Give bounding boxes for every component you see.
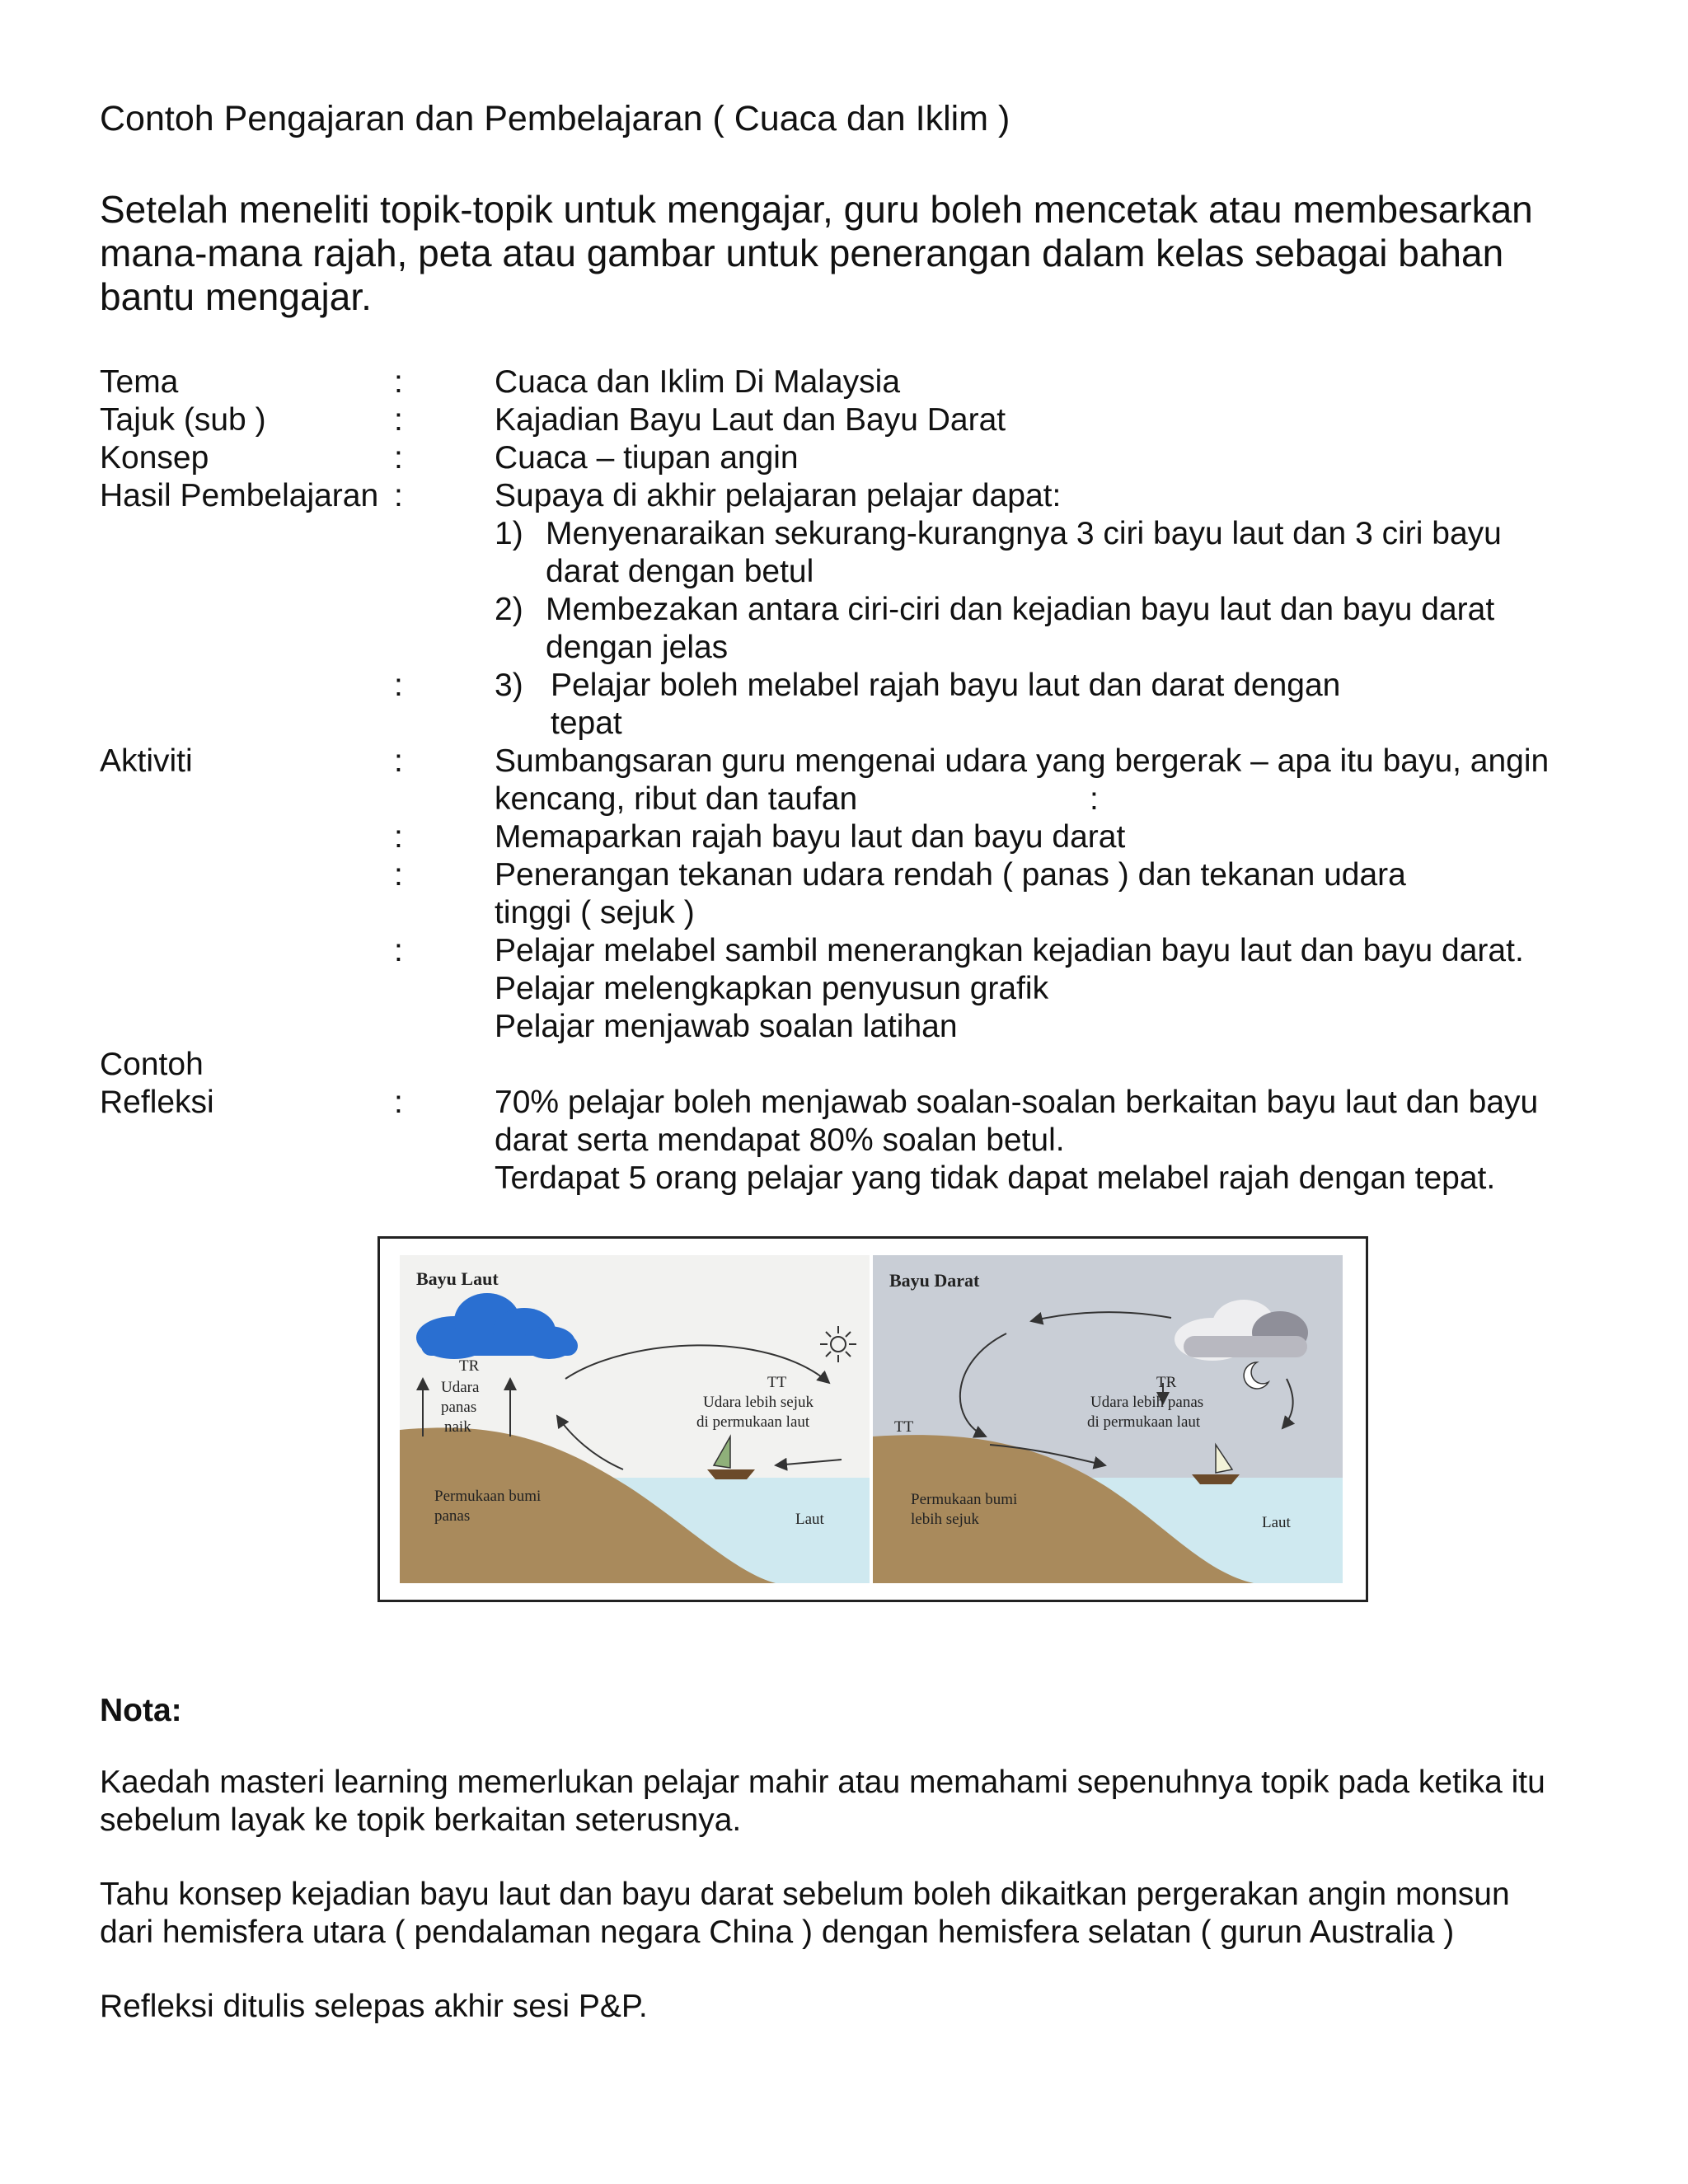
land-label: lebih sejuk — [911, 1511, 979, 1528]
refleksi-label: Refleksi — [100, 1085, 214, 1120]
list-number: 1) — [495, 516, 523, 551]
bayu-laut-title: Bayu Laut — [416, 1268, 499, 1289]
tema-value: Cuaca dan Iklim Di Malaysia — [495, 364, 901, 400]
aktiviti-6: Pelajar menjawab soalan latihan — [495, 1009, 958, 1044]
sea-air-label: Udara lebih panas — [1090, 1394, 1204, 1411]
rising-air-label: Udara — [441, 1379, 480, 1396]
colon: : — [394, 478, 403, 513]
land-label: Permukaan bumi — [434, 1488, 542, 1505]
list-item: Menyenaraikan sekurang-kurangnya 3 ciri bayu laut dan 3 ciri bayu — [546, 516, 1502, 551]
sea-label: Laut — [795, 1511, 824, 1528]
nota-heading: Nota: — [100, 1693, 182, 1728]
paragraph-line: sebelum layak ke topik berkaitan seterusnya. — [100, 1802, 742, 1838]
list-number: 3) — [495, 668, 523, 703]
colon: : — [394, 819, 403, 855]
paragraph-line: dari hemisfera utara ( pendalaman negara China ) dengan hemisfera selatan ( gurun Australia ) — [100, 1915, 1455, 1950]
colon: : — [394, 364, 403, 400]
hasil-value: Supaya di akhir pelajaran pelajar dapat: — [495, 478, 1062, 513]
tajuk-value: Kajadian Bayu Laut dan Bayu Darat — [495, 402, 1006, 438]
sea-label: Laut — [1262, 1514, 1291, 1531]
aktiviti-3-cont: tinggi ( sejuk ) — [495, 895, 695, 930]
tt-label: TT — [894, 1418, 914, 1436]
sea-air-label: di permukaan laut — [1087, 1413, 1201, 1431]
list-item: Membezakan antara ciri-ciri dan kejadian bayu laut dan bayu darat — [546, 592, 1495, 627]
nota-paragraph-1 — [100, 1764, 1545, 1840]
hasil-label: Hasil Pembelajaran — [100, 478, 379, 513]
intro-line: bantu mengajar. — [100, 275, 372, 318]
nota-paragraph-2 — [100, 1876, 1510, 1952]
document-title: Contoh Pengajaran dan Pembelajaran ( Cuaca dan Iklim ) — [100, 99, 1010, 138]
contoh-label: Contoh — [100, 1047, 204, 1082]
tt-label: TT — [767, 1374, 787, 1391]
sea-air-label: di permukaan laut — [696, 1413, 810, 1431]
intro-line: mana-mana rajah, peta atau gambar untuk penerangan dalam kelas sebagai bahan — [100, 232, 1504, 274]
sea-land-breeze-figure — [377, 1236, 1368, 1602]
konsep-label: Konsep — [100, 440, 209, 476]
aktiviti-5: Pelajar melengkapkan penyusun grafik — [495, 971, 1049, 1006]
tajuk-label: Tajuk (sub ) — [100, 402, 266, 438]
paragraph-line: Tahu konsep kejadian bayu laut dan bayu darat sebelum boleh dikaitkan pergerakan angin monsun — [100, 1877, 1510, 1912]
aktiviti-label: Aktiviti — [100, 743, 193, 779]
refleksi-1: 70% pelajar boleh menjawab soalan-soalan berkaitan bayu laut dan bayu — [495, 1085, 1539, 1120]
intro-paragraph — [100, 188, 1583, 319]
aktiviti-1: Sumbangsaran guru mengenai udara yang bergerak – apa itu bayu, angin — [495, 743, 1550, 779]
colon: : — [394, 440, 403, 476]
list-item-cont: darat dengan betul — [546, 554, 814, 589]
list-number: 2) — [495, 592, 523, 627]
breeze-diagram — [380, 1239, 1366, 1600]
colon: : — [1090, 781, 1099, 817]
tr-label: TR — [1156, 1374, 1177, 1391]
aktiviti-3: Penerangan tekanan udara rendah ( panas ) dan tekanan udara — [495, 857, 1406, 893]
bayu-darat-title: Bayu Darat — [889, 1270, 980, 1291]
refleksi-3: Terdapat 5 orang pelajar yang tidak dapat melabel rajah dengan tepat. — [495, 1160, 1496, 1196]
list-item: Pelajar boleh melabel rajah bayu laut dan darat dengan — [551, 668, 1341, 703]
nota-paragraph-3: Refleksi ditulis selepas akhir sesi P&P. — [100, 1989, 648, 2024]
aktiviti-4: Pelajar melabel sambil menerangkan kejadian bayu laut dan bayu darat. — [495, 933, 1524, 968]
paragraph-line: Kaedah masteri learning memerlukan pelajar mahir atau memahami sepenuhnya topik pada ketika itu — [100, 1765, 1545, 1800]
sea-air-label: Udara lebih sejuk — [703, 1394, 814, 1411]
list-item-cont: tepat — [551, 705, 622, 741]
colon: : — [394, 668, 403, 703]
rising-air-label: naik — [444, 1418, 471, 1436]
tr-label: TR — [459, 1357, 480, 1375]
land-label: panas — [434, 1507, 471, 1525]
konsep-value: Cuaca – tiupan angin — [495, 440, 799, 476]
colon: : — [394, 743, 403, 779]
intro-line: Setelah meneliti topik-topik untuk mengajar, guru boleh mencetak atau membesarkan — [100, 188, 1533, 231]
colon: : — [394, 857, 403, 893]
colon: : — [394, 1085, 403, 1120]
aktiviti-2: Memaparkan rajah bayu laut dan bayu darat — [495, 819, 1126, 855]
bayu-darat-panel — [873, 1255, 1343, 1583]
list-item-cont: dengan jelas — [546, 630, 729, 665]
aktiviti-1-cont: kencang, ribut dan taufan — [495, 781, 858, 817]
tema-label: Tema — [100, 364, 179, 400]
bayu-laut-panel — [400, 1255, 870, 1583]
colon: : — [394, 402, 403, 438]
rising-air-label: panas — [441, 1399, 477, 1416]
refleksi-2: darat serta mendapat 80% soalan betul. — [495, 1122, 1065, 1158]
land-label: Permukaan bumi — [911, 1491, 1018, 1508]
colon: : — [394, 933, 403, 968]
